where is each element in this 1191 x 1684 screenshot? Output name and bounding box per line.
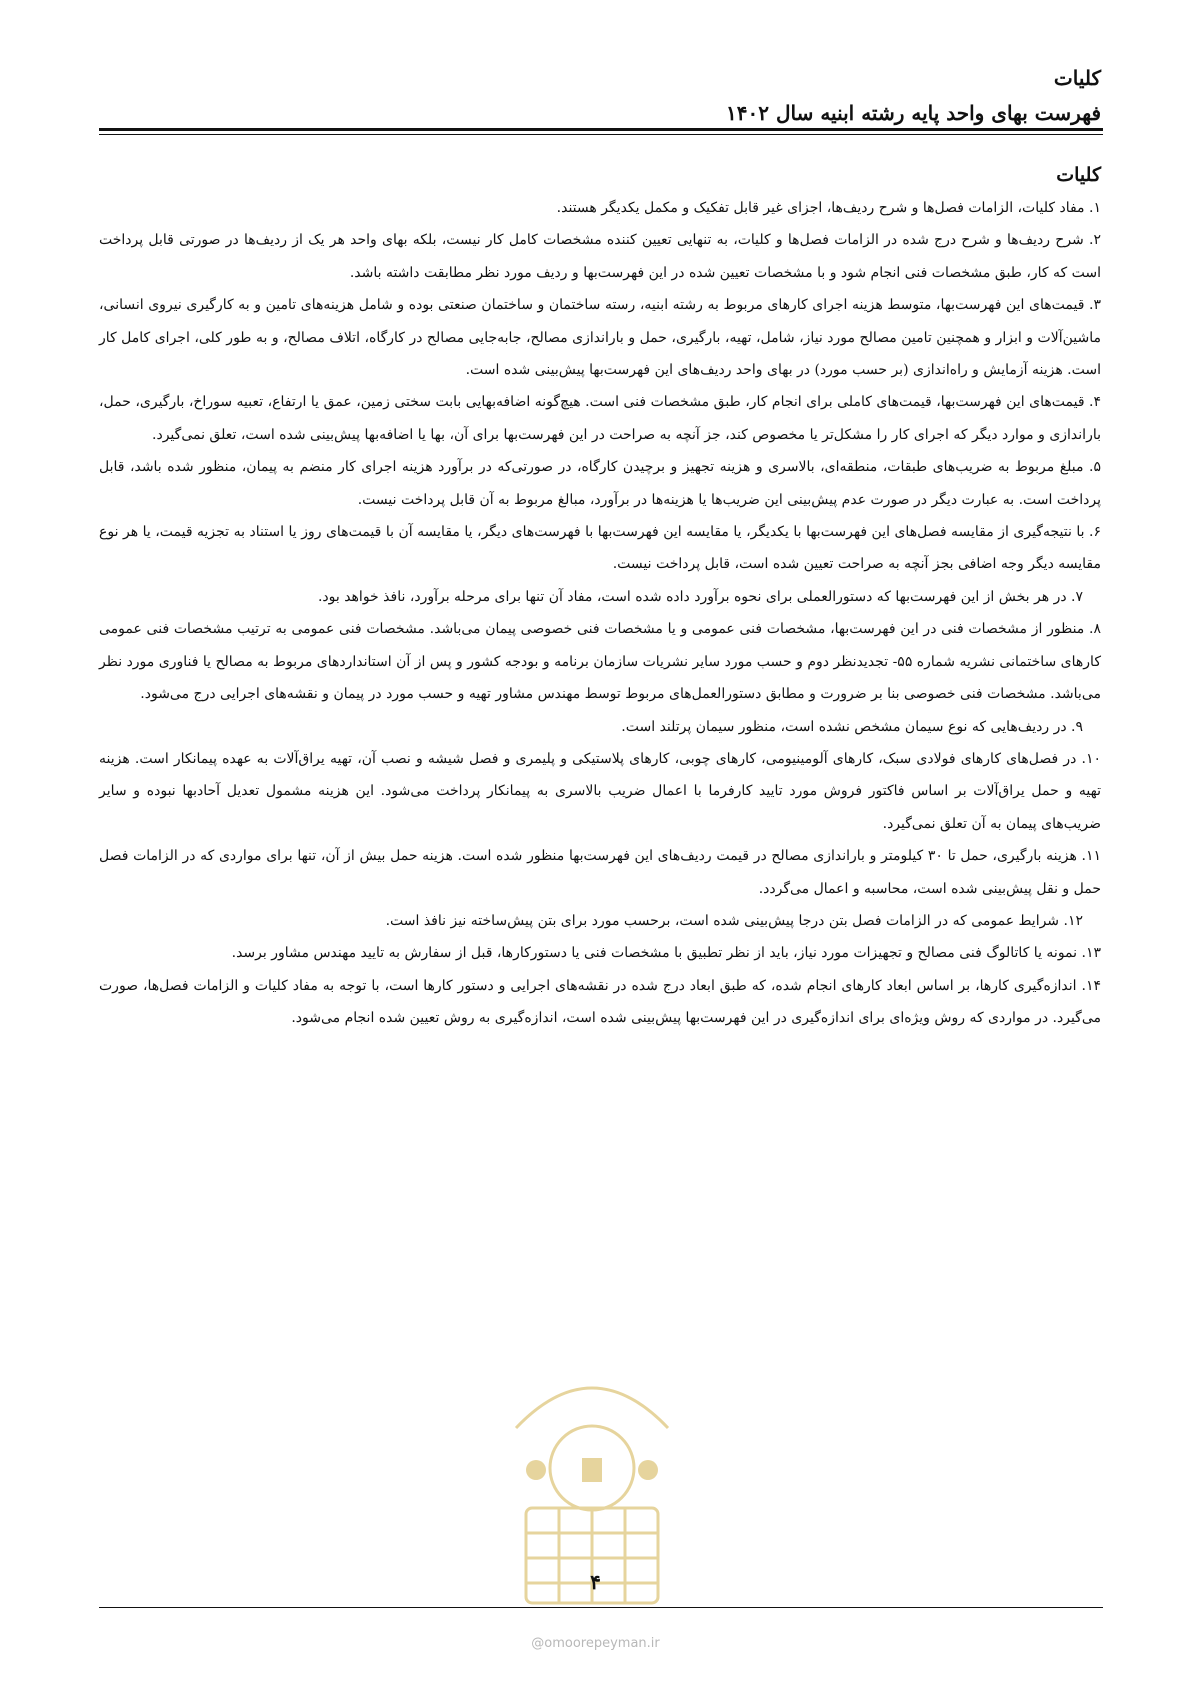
paragraph-2: ۲. شرح ردیف‌ها و شرح درج شده در الزامات فصل‌ها و کلیات، به تنهایی تعیین کننده مشخصات کامل کار نیست، بلکه بهای واحد هر یک از ردیف‌ها در صورتی قابل پرداخت است که کار، طبق مشخصات فنی انجام شود و با مشخصات تعیین شده در این فهرست‌بها و ردیف مورد نظر مطابقت داشته باشد. [99,232,1101,281]
paragraph-5: ۵. مبلغ مربوط به ضریب‌های طبقات، منطقه‌ای، بالاسری و هزینه تجهیز و برچیدن کارگاه، در صورتی‌که در برآورد هزینه اجرای کار منضم به پیمان، منظور شده باشد، قابل پرداخت است. به عبارت دیگر در صورت عدم پیش‌بینی این ضریب‌ها یا هزینه‌ها در برآورد، مبالغ مربوط به آن قابل پرداخت نیست. [99,459,1101,508]
page-header [101,60,1101,130]
body-content [99,160,1101,1035]
paragraph-13: ۱۳. نمونه یا کاتالوگ فنی مصالح و تجهیزات مورد نیاز، باید از نظر تطبیق با مشخصات فنی یا دستورکارها، قبل از سفارش به تایید مهندس مشاور برسد. [231,945,1101,962]
section-title: کلیات [1056,164,1101,186]
header-rule-thick [99,128,1103,131]
paragraph-1: ۱. مفاد کلیات، الزامات فصل‌ها و شرح ردیف‌ها، اجزای غیر قابل تفکیک و مکمل یکدیگر هستند. [556,200,1101,216]
header-rule-thin [99,134,1103,135]
paragraph-4: ۴. قیمت‌های این فهرست‌بها، قیمت‌های کاملی برای انجام کار، طبق مشخصات فنی است. هیچ‌گونه اضافه‌بهایی بابت سختی زمین، عمق یا ارتفاع، تعبیه سوراخ، بارگیری، حمل، باراندازی و موارد دیگر که اجرای کار را مشکل‌تر یا مخصوص کند، جز آنچه به صراحت در این فهرست‌بها برای آن، بها یا اضافه‌بها پیش‌بینی شده است، تعلق نمی‌گیرد. [99,394,1101,443]
footer-rule [99,1607,1103,1608]
paragraph-9: ۹. در ردیف‌هایی که نوع سیمان مشخص نشده است، منظور سیمان پرتلند است. [621,718,1083,735]
header-title: کلیات [1053,66,1101,90]
paragraph-6: ۶. با نتیجه‌گیری از مقایسه فصل‌های این فهرست‌بها با یکدیگر، یا مقایسه این فهرست‌بها با فهرست‌های دیگر، یا مقایسه آن با قیمت‌های روز یا استناد به تجزیه قیمت، یا هر نوع مقایسه دیگر وجه اضافی بجز آنچه به صراحت تعیین شده است، قابل پرداخت نیست. [99,524,1101,573]
paragraph-14: ۱۴. اندازه‌گیری کارها، بر اساس ابعاد کارهای انجام شده، که طبق ابعاد درج شده در نقشه‌های اجرایی و دستور کارها است، با توجه به مفاد کلیات و الزامات فصل‌ها، صورت می‌گیرد. در مواردی که روش ویژه‌ای برای اندازه‌گیری در این فهرست‌بها پیش‌بینی شده است، اندازه‌گیری به روش تعیین شده انجام می‌شود. [99,977,1102,1027]
paragraph-10: ۱۰. در فصل‌های کارهای فولادی سبک، کارهای آلومینیومی، کارهای چوبی، کارهای پلاستیکی و پلیمری و فصل شیشه و نصب آن، تهیه یراق‌آلات به عهده پیمانکار است. هزینه تهیه و حمل یراق‌آلات بر اساس فاکتور فروش مورد تایید کارفرما با اعمال ضریب بالاسری به پیمانکار پرداخت می‌شود. این هزینه مشمول تعدیل آحادبها نبوده و سایر ضریب‌های پیمان به آن تعلق نمی‌گیرد. [99,750,1101,832]
paragraph-11: ۱۱. هزینه بارگیری، حمل تا ۳۰ کیلومتر و باراندازی مصالح در قیمت ردیف‌های این فهرست‌بها منظور شده است. هزینه حمل بیش از آن، تنها برای مواردی که در الزامات فصل حمل و نقل پیش‌بینی شده است، محاسبه و اعمال می‌گردد. [99,848,1101,897]
paragraph-8: ۸. منظور از مشخصات فنی در این فهرست‌بها، مشخصات فنی عمومی و یا مشخصات فنی خصوصی پیمان می‌باشد. مشخصات فنی عمومی به ترتیب مشخصات فنی عمومی کارهای ساختمانی نشریه شماره ۵۵- تجدیدنظر دوم و حسب مورد سایر نشریات سازمان برنامه و بودجه کشور و پس از آن استانداردهای مربوط به مصالح یا فناوری مورد نظر می‌باشد. مشخصات فنی خصوصی بنا بر ضرورت و مطابق دستورالعمل‌های مربوط توسط مهندس مشاور تهیه و حسب مورد در پیمان و نقشه‌های اجرایی درج می‌شود. [99,621,1101,703]
paragraph-12: ۱۲. شرایط عمومی که در الزامات فصل بتن درجا پیش‌بینی شده است، برحسب مورد برای بتن پیش‌ساخته نیز نافذ است. [385,912,1083,929]
watermark-url: @omoorepeyman.ir [531,1636,660,1651]
page-number: ۴ [590,1570,601,1594]
paragraph-7: ۷. در هر بخش از این فهرست‌بها که دستورالعملی برای نحوه برآورد داده شده است، مفاد آن تنها برای مرحله برآورد، نافذ خواهد بود. [317,588,1083,605]
header-subtitle: فهرست بهای واحد پایه رشته ابنیه سال ۱۴۰۲ [726,101,1101,125]
paragraph-3: ۳. قیمت‌های این فهرست‌بها، متوسط هزینه اجرای کارهای مربوط به رشته ابنیه، رسته ساختمان و ساختمان صنعتی بوده و شامل هزینه‌های تامین و به کارگیری نیروی انسانی، ماشین‌آلات و ابزار و همچنین تامین مصالح مورد نیاز، شامل، تهیه، بارگیری، حمل و باراندازی مصالح، جابه‌جایی مصالح در کارگاه، اتلاف مصالح، و به طور کلی، اجرای کامل کار است. هزینه آزمایش و راه‌اندازی (بر حسب مورد) در بهای واحد ردیف‌های این فهرست‌بها پیش‌بینی شده است. [99,297,1101,379]
